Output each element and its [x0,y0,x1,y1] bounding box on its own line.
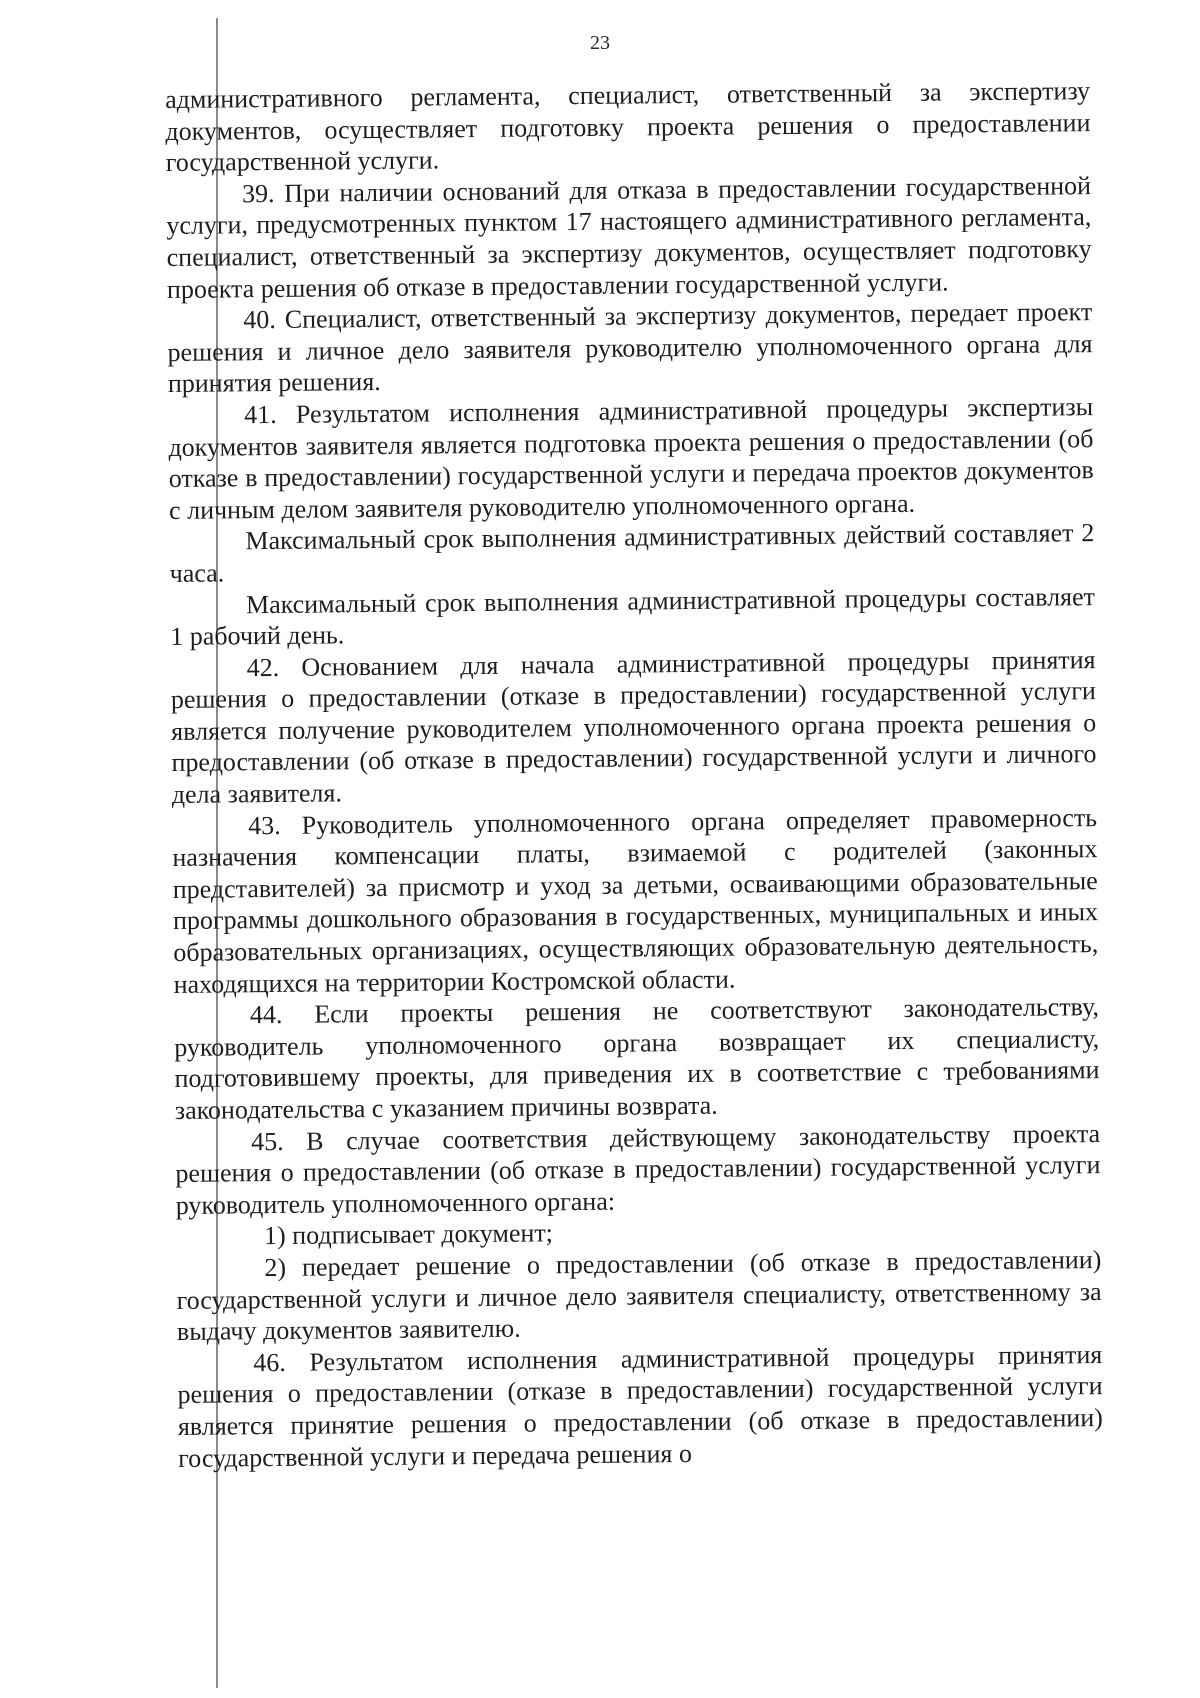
page-number: 23 [590,32,610,54]
list-item-1: 1) подписывает документ; [263,1218,554,1251]
paragraph-45: 45. В случае соответствия действующему законодательству проекта решения о предоставлении (об отказе в предоставлении) государственной услуги руководитель уполномоченного органа: [175,1118,1101,1220]
paragraph-max-term-actions: Максимальный срок выполнения административных действий составляет 2 часа. [169,518,1095,588]
paragraph-43: 43. Руководитель уполномоченного органа определяет правомерность назначения компенсации платы, взимаемой с родителей (законных представителей) за присмотр и уход за детьми, осваивающими образовательные программы дошкольного образования в государственных, муниципальных и иных образовательных организациях, осуществляющих образовательную деятельность, находящихся на территории Костромской области. [172,802,1099,999]
paragraph-44: 44. Если проекты решения не соответствуют законодательству, руководитель уполномоченного органа возвращает их специалисту, подготовившему проекты, для приведения их в соответствие с требованиями законодательства с указанием причины возврата. [174,992,1100,1125]
list-item-2: 2) передает решение о предоставлении (об отказе в предоставлении) государственной услуги и личное дело заявителя специалисту, ответственному за выдачу документов заявителю. [176,1245,1102,1347]
paragraph-40: 40. Специалист, ответственный за экспертизу документов, передает проект решения и личное дело заявителя руководителю уполномоченного органа для принятия решения. [167,297,1093,399]
paragraph-41: 41. Результатом исполнения административной процедуры экспертизы документов заявителя является подготовка проекта решения о предоставлении (об отказе в предоставлении) государственной услуги и передача проектов документов с личным делом заявителя руководителю уполномоченного органа. [168,392,1094,525]
paragraph-max-term-procedure: Максимальный срок выполнения административной процедуры составляет 1 рабочий день. [170,581,1096,652]
paragraph-39: 39. При наличии оснований для отказа в предоставлении государственной услуги, предусмотренных пунктом 17 настоящего административного регламента, специалист, ответственный за экспертизу документов, осуществляет подготовку проекта решения об отказе в предоставлении государственной услуги. [166,170,1092,304]
document-body [165,75,1103,1474]
paragraph-42: 42. Основанием для начала административной процедуры принятия решения о предоставлении (отказе в предоставлении) государственной услуги является получение руководителем уполномоченного органа проекта решения о предоставлении (об отказе в предоставлении) государственной услуги и личного дела заявителя. [170,644,1097,810]
paragraph-46: 46. Результатом исполнения административной процедуры принятия решения о предоставлении (отказе в предоставлении) государственной услуги является принятие решения о предоставлении (об отказе в предоставлении) государственной услуги и передача решения о [177,1339,1103,1473]
paragraph-continued: административного регламента, специалист, ответственный за экспертизу документов, осуществляет подготовку проекта решения о предоставлении государственной услуги. [165,76,1091,178]
